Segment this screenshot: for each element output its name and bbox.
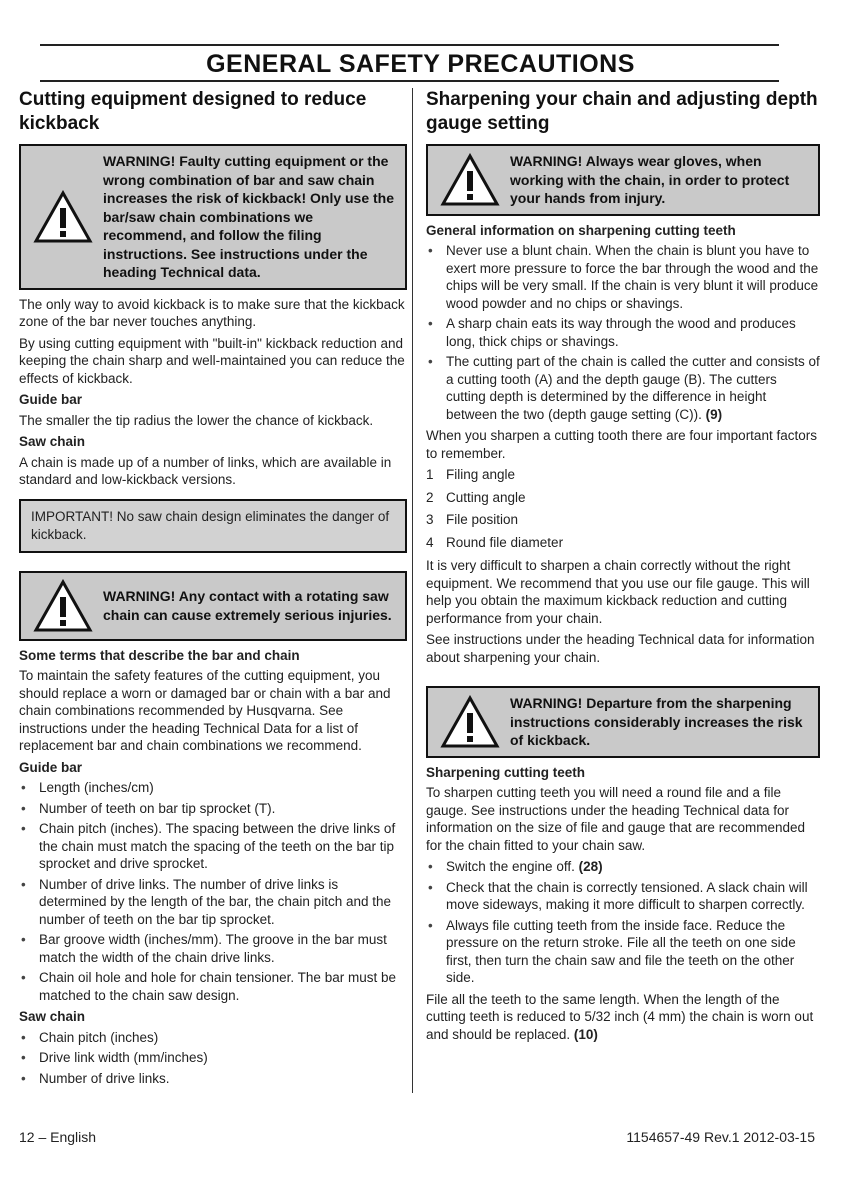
list-item: • Number of drive links. <box>19 1070 407 1088</box>
list-item <box>426 466 820 484</box>
top-rule <box>40 44 779 46</box>
paragraph: A chain is made up of a number of links, which are available in standard and low-kickback versions. <box>19 454 392 487</box>
warning-text: WARNING! Always wear gloves, when working with the chain, in order to protect your hands from injury. <box>510 153 790 206</box>
subheading-sharpening-teeth: Sharpening cutting teeth <box>426 764 586 780</box>
list-item: • Chain oil hole and hole for chain tensioner. The bar must be matched to the chain saw design. <box>19 969 407 1004</box>
list-item: • Drive link width (mm/inches) <box>19 1049 407 1067</box>
paragraph: When you sharpen a cutting tooth there are four important factors to remember. <box>426 428 817 461</box>
list-item <box>426 511 820 529</box>
figure-reference: (9) <box>705 406 723 422</box>
section-heading-sharpening: Sharpening your chain and adjusting depth gauge setting <box>426 89 818 134</box>
column-divider <box>412 88 413 1093</box>
guide-bar-list <box>19 779 407 1004</box>
list-number: 3 <box>426 512 434 527</box>
list-item-label: Filing angle <box>446 467 516 482</box>
figure-reference: (28) <box>578 859 603 874</box>
paragraph: To sharpen cutting teeth you will need a round file and a file gauge. See instructions under the heading Technical data for information on the size of file and gauge that are recommended for the chain fitted to your chain saw. <box>426 785 805 853</box>
list-number: 2 <box>426 489 434 505</box>
list-item: • Chain pitch (inches). The spacing between the drive links of the chain must match the spacing of the teeth on the bar tip sprocket and drive sprocket. <box>19 820 407 873</box>
left-column <box>19 88 407 1091</box>
subheading-guide-bar: Guide bar <box>19 392 83 407</box>
list-item: • A sharp chain eats its way through the wood and produces long, thick chips or shavings. <box>426 315 820 350</box>
warning-triangle-icon <box>33 190 93 244</box>
warning-box-faulty-equipment <box>19 144 407 290</box>
subheading-saw-chain: Saw chain <box>19 434 86 449</box>
subheading-general-info: General information on sharpening cutting teeth <box>426 222 736 238</box>
warning-text: WARNING! Departure from the sharpening instructions considerably increases the risk of kickback. <box>510 695 803 748</box>
factors-list <box>426 466 820 551</box>
warning-text: WARNING! Any contact with a rotating saw chain can cause extremely serious injuries. <box>103 588 392 623</box>
list-item-label: File position <box>446 512 519 527</box>
warning-box-gloves <box>426 144 820 216</box>
warning-box-rotating-chain <box>19 571 407 641</box>
paragraph: The smaller the tip radius the lower the chance of kickback. <box>19 412 374 428</box>
document-number: 1154657-49 Rev.1 2012-03-15 <box>626 1129 815 1145</box>
general-info-list <box>426 242 820 423</box>
page-number: 12 – English <box>19 1129 97 1145</box>
paragraph-text: File all the teeth to the same length. When the length of the cutting teeth is reduced to 5/32 inch (4 mm) the chain is worn out and should be replaced. <box>426 991 814 1042</box>
header-rule <box>40 80 779 82</box>
list-item-text: Switch the engine off. <box>446 859 575 874</box>
warning-triangle-icon <box>440 695 500 749</box>
list-item-text: The cutting part of the chain is called the cutter and consists of a cutting tooth (A) and the depth gauge (B). The cutters cutting depth is determined by the difference in height between the two (depth gauge setting (C)). <box>446 354 820 422</box>
subheading-terms: Some terms that describe the bar and chain <box>19 647 300 663</box>
list-item <box>426 534 820 552</box>
paragraph: It is very difficult to sharpen a chain correctly without the right equipment. We recommend that you use our file gauge. This will help you obtain the maximum kickback reduction and cutting performance from your chain. <box>426 558 810 626</box>
sharpening-list <box>426 858 820 987</box>
paragraph: To maintain the safety features of the cutting equipment, you should replace a worn or damaged bar or chain with a bar and chain combinations recommended by Husqvarna. See instructions under the heading Technical Data for a list of replacement bar and chain combinations we recommend. <box>19 668 391 753</box>
saw-chain-list <box>19 1029 407 1088</box>
paragraph: By using cutting equipment with "built-in" kickback reduction and keeping the chain sharp and well-maintained you can reduce the effects of kickback. <box>19 335 405 386</box>
list-item: • Always file cutting teeth from the inside face. Reduce the pressure on the return stroke. File all the teeth on one side first, then turn the chain saw and file the teeth on the other side. <box>426 917 820 987</box>
page-title: GENERAL SAFETY PRECAUTIONS <box>206 50 635 78</box>
list-item <box>426 353 820 423</box>
list-item: • Check that the chain is correctly tensioned. A slack chain will move sideways, making it more difficult to sharpen correctly. <box>426 879 820 914</box>
list-item <box>426 489 820 507</box>
warning-triangle-icon <box>33 579 93 633</box>
section-heading-kickback: Cutting equipment designed to reduce kickback <box>19 89 367 134</box>
list-item: • Never use a blunt chain. When the chain is blunt you have to exert more pressure to force the bar through the wood and the chips will be very small. If the chain is very blunt it will produce wood powder and no chips or shavings. <box>426 242 820 312</box>
list-item <box>426 858 820 876</box>
paragraph: The only way to avoid kickback is to make sure that the kickback zone of the bar never touches anything. <box>19 296 405 329</box>
important-box: IMPORTANT! No saw chain design eliminates the danger of kickback. <box>19 499 407 553</box>
paragraph: See instructions under the heading Technical data for information about sharpening your chain. <box>426 632 815 665</box>
warning-box-departure <box>426 686 820 758</box>
subheading-saw-chain: Saw chain <box>19 1009 86 1024</box>
list-item-label: Cutting angle <box>446 489 526 505</box>
list-item-label: Round file diameter <box>446 534 564 550</box>
figure-reference: (10) <box>573 1026 598 1042</box>
list-item: • Length (inches/cm) <box>19 779 407 797</box>
list-item: • Number of drive links. The number of drive links is determined by the length of the bar, the chain pitch and the number of teeth on the bar tip sprocket. <box>19 876 407 929</box>
warning-text: WARNING! Faulty cutting equipment or the wrong combination of bar and saw chain increases the risk of kickback! Only use the bar/saw chain combinations we recommend, and follow the filing instructions. See instructions under the heading Technical data. <box>103 153 395 280</box>
paragraph <box>426 991 820 1044</box>
list-item: • Chain pitch (inches) <box>19 1029 407 1047</box>
list-item: • Bar groove width (inches/mm). The groove in the bar must match the width of the chain drive links. <box>19 931 407 966</box>
warning-triangle-icon <box>440 153 500 207</box>
right-column <box>426 88 820 1047</box>
subheading-guide-bar: Guide bar <box>19 759 83 775</box>
list-number: 1 <box>426 467 434 482</box>
list-number: 4 <box>426 534 434 550</box>
list-item: • Number of teeth on bar tip sprocket (T). <box>19 800 407 818</box>
